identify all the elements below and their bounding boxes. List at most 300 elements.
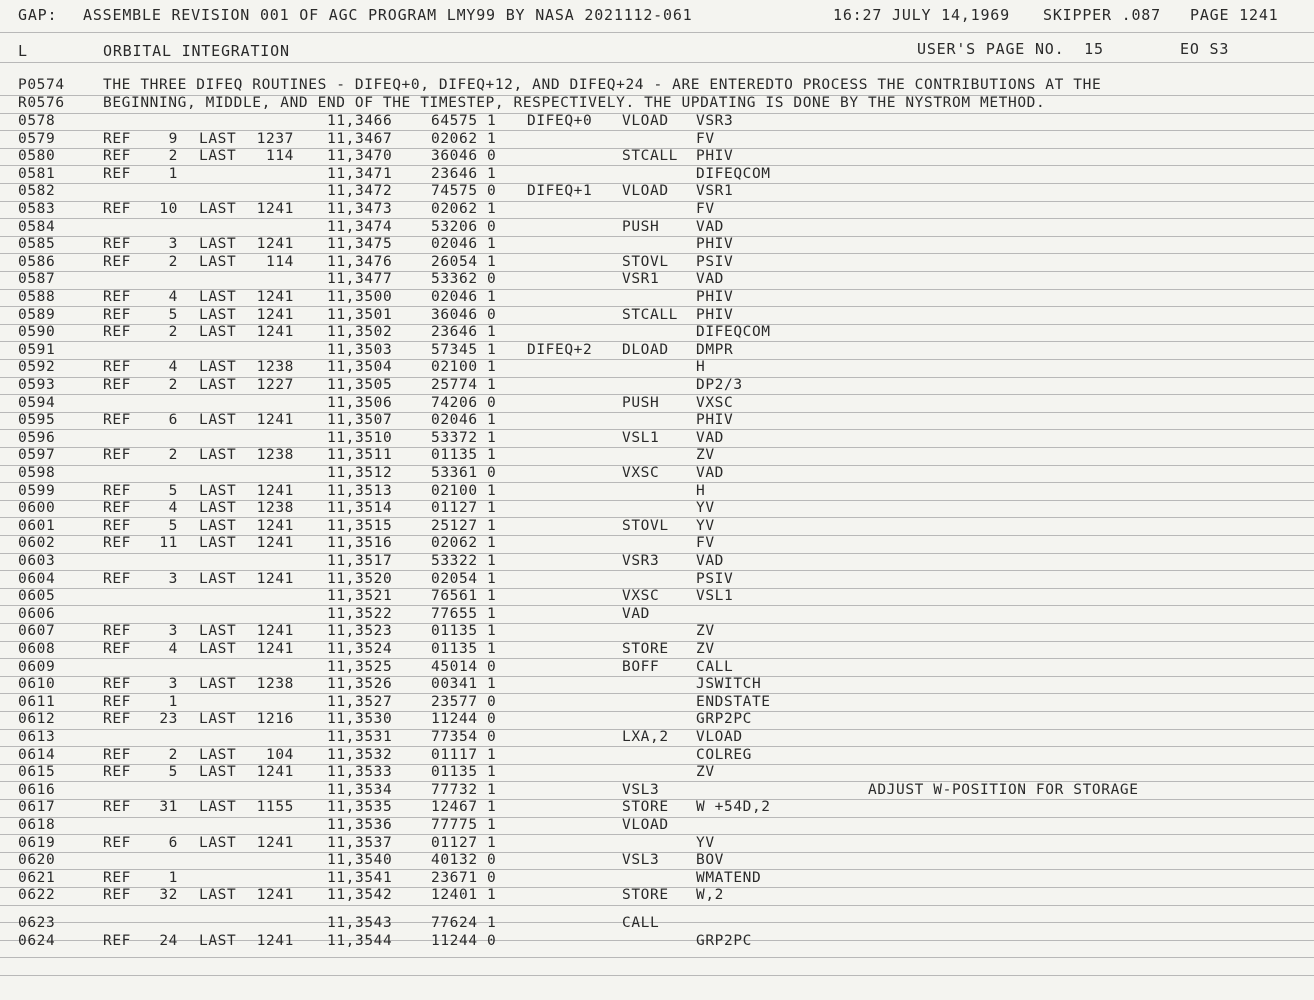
line-number: 0591: [18, 342, 56, 358]
opcode: VSL1: [622, 430, 660, 446]
operand: ZV: [696, 623, 715, 639]
line-number: 0581: [18, 166, 56, 182]
address: 11,3527: [327, 694, 393, 710]
octal-word: 02046 1: [431, 236, 497, 252]
last-page: 1241: [256, 307, 294, 323]
line-number: 0610: [18, 676, 56, 692]
ref-label: REF: [103, 412, 131, 428]
octal-word: 76561 1: [431, 588, 497, 604]
octal-word: 53361 0: [431, 465, 497, 481]
opcode: VAD: [622, 606, 650, 622]
ref-count: 2: [168, 447, 178, 463]
line-number: 0586: [18, 254, 56, 270]
ref-label: REF: [103, 535, 131, 551]
operand: PSIV: [696, 254, 734, 270]
address: 11,3525: [327, 659, 393, 675]
ref-label: REF: [103, 166, 131, 182]
ref-count: 6: [168, 412, 178, 428]
opcode: PUSH: [622, 219, 660, 235]
ref-label: REF: [103, 483, 131, 499]
ref-label: REF: [103, 623, 131, 639]
last-page: 1241: [256, 933, 294, 949]
address: 11,3505: [327, 377, 393, 393]
operand: VAD: [696, 219, 724, 235]
address: 11,3510: [327, 430, 393, 446]
octal-word: 23671 0: [431, 870, 497, 886]
last-page: 114: [266, 148, 294, 164]
operand: ENDSTATE: [696, 694, 771, 710]
line-number: 0621: [18, 870, 56, 886]
operand: GRP2PC: [696, 711, 752, 727]
last-label: LAST: [199, 641, 237, 657]
last-page: 1155: [256, 799, 294, 815]
ref-label: REF: [103, 518, 131, 534]
line-number: 0606: [18, 606, 56, 622]
octal-word: 36046 0: [431, 148, 497, 164]
last-page: 1241: [256, 571, 294, 587]
address: 11,3474: [327, 219, 393, 235]
address: 11,3477: [327, 271, 393, 287]
ruled-line: [0, 834, 1314, 835]
ref-count: 23: [159, 711, 178, 727]
address: 11,3516: [327, 535, 393, 551]
page-number: PAGE 1241: [1190, 6, 1279, 24]
operand: VLOAD: [696, 729, 743, 745]
line-number: 0596: [18, 430, 56, 446]
last-page: 1241: [256, 887, 294, 903]
address: 11,3504: [327, 359, 393, 375]
line-number: 0619: [18, 835, 56, 851]
opcode: BOFF: [622, 659, 660, 675]
ref-label: REF: [103, 870, 131, 886]
ruled-line: [0, 289, 1314, 290]
ruled-line: [0, 905, 1314, 906]
ref-label: REF: [103, 131, 131, 147]
last-page: 1238: [256, 500, 294, 516]
ref-count: 10: [159, 201, 178, 217]
opcode: CALL: [622, 915, 660, 931]
address: 11,3536: [327, 817, 393, 833]
opcode: STCALL: [622, 148, 678, 164]
octal-word: 53322 1: [431, 553, 497, 569]
ruled-line: [0, 535, 1314, 536]
last-page: 1241: [256, 518, 294, 534]
address: 11,3544: [327, 933, 393, 949]
remark: ADJUST W-POSITION FOR STORAGE: [868, 782, 1139, 798]
operand: DMPR: [696, 342, 734, 358]
ref-count: 5: [168, 764, 178, 780]
ruled-line: [0, 377, 1314, 378]
ref-label: REF: [103, 324, 131, 340]
line-number: 0594: [18, 395, 56, 411]
address: 11,3532: [327, 747, 393, 763]
operand: H: [696, 359, 706, 375]
octal-word: 02062 1: [431, 201, 497, 217]
ref-count: 4: [168, 500, 178, 516]
octal-word: 53372 1: [431, 430, 497, 446]
opcode: STOVL: [622, 254, 669, 270]
octal-word: 77624 1: [431, 915, 497, 931]
address: 11,3475: [327, 236, 393, 252]
address: 11,3470: [327, 148, 393, 164]
operand: VXSC: [696, 395, 734, 411]
ref-count: 5: [168, 307, 178, 323]
ref-count: 11: [159, 535, 178, 551]
ref-count: 6: [168, 835, 178, 851]
last-label: LAST: [199, 623, 237, 639]
octal-word: 12467 1: [431, 799, 497, 815]
opcode: VXSC: [622, 588, 660, 604]
operand: PHIV: [696, 289, 734, 305]
opcode: STOVL: [622, 518, 669, 534]
operand: H: [696, 483, 706, 499]
operand: BOV: [696, 852, 724, 868]
line-number: 0617: [18, 799, 56, 815]
operand: FV: [696, 535, 715, 551]
operand: FV: [696, 201, 715, 217]
address: 11,3511: [327, 447, 393, 463]
user-page-number: USER'S PAGE NO. 15: [917, 40, 1104, 58]
ruled-line: [0, 482, 1314, 483]
ruled-line: [0, 412, 1314, 413]
line-number: 0602: [18, 535, 56, 551]
ref-count: 5: [168, 518, 178, 534]
line-number: 0585: [18, 236, 56, 252]
line-number: 0618: [18, 817, 56, 833]
address: 11,3503: [327, 342, 393, 358]
ruled-line: [0, 711, 1314, 712]
address: 11,3523: [327, 623, 393, 639]
line-number: 0601: [18, 518, 56, 534]
octal-word: 11244 0: [431, 711, 497, 727]
ref-label: REF: [103, 254, 131, 270]
address: 11,3472: [327, 183, 393, 199]
ref-label: REF: [103, 359, 131, 375]
operand: JSWITCH: [696, 676, 762, 692]
octal-word: 74206 0: [431, 395, 497, 411]
address: 11,3502: [327, 324, 393, 340]
opcode: DLOAD: [622, 342, 669, 358]
operand: VAD: [696, 271, 724, 287]
ref-count: 2: [168, 254, 178, 270]
operand: DIFEQCOM: [696, 324, 771, 340]
ref-count: 3: [168, 571, 178, 587]
operand: ZV: [696, 447, 715, 463]
ref-count: 2: [168, 377, 178, 393]
octal-word: 36046 0: [431, 307, 497, 323]
ruled-line: [0, 359, 1314, 360]
line-number: 0589: [18, 307, 56, 323]
last-label: LAST: [199, 307, 237, 323]
ref-label: REF: [103, 641, 131, 657]
comment-line-number: R0576: [18, 95, 65, 111]
ref-count: 2: [168, 747, 178, 763]
assembly-title: ASSEMBLE REVISION 001 OF AGC PROGRAM LMY99 BY NASA 2021112-061: [83, 6, 693, 24]
ref-count: 2: [168, 148, 178, 164]
ruled-line: [0, 130, 1314, 131]
last-page: 1241: [256, 623, 294, 639]
address: 11,3530: [327, 711, 393, 727]
line-number: 0614: [18, 747, 56, 763]
operand: ZV: [696, 764, 715, 780]
last-page: 1238: [256, 447, 294, 463]
operand: CALL: [696, 659, 734, 675]
address: 11,3535: [327, 799, 393, 815]
line-number: 0587: [18, 271, 56, 287]
opcode: VSR3: [622, 553, 660, 569]
ruled-line: [0, 623, 1314, 624]
octal-word: 25127 1: [431, 518, 497, 534]
ruled-line: [0, 940, 1314, 941]
opcode: VSL3: [622, 852, 660, 868]
ref-label: REF: [103, 835, 131, 851]
last-label: LAST: [199, 236, 237, 252]
line-number: 0600: [18, 500, 56, 516]
operand: ZV: [696, 641, 715, 657]
address: 11,3506: [327, 395, 393, 411]
last-label: LAST: [199, 254, 237, 270]
address: 11,3473: [327, 201, 393, 217]
octal-word: 77775 1: [431, 817, 497, 833]
octal-word: 45014 0: [431, 659, 497, 675]
ref-count: 24: [159, 933, 178, 949]
address: 11,3534: [327, 782, 393, 798]
last-label: LAST: [199, 412, 237, 428]
line-number: 0603: [18, 553, 56, 569]
last-label: LAST: [199, 377, 237, 393]
last-page: 1241: [256, 201, 294, 217]
address: 11,3513: [327, 483, 393, 499]
octal-word: 01127 1: [431, 500, 497, 516]
line-number: 0616: [18, 782, 56, 798]
octal-word: 01135 1: [431, 447, 497, 463]
operand: YV: [696, 500, 715, 516]
address: 11,3476: [327, 254, 393, 270]
symbol-label: DIFEQ+2: [527, 342, 593, 358]
octal-word: 77655 1: [431, 606, 497, 622]
octal-word: 53362 0: [431, 271, 497, 287]
last-label: LAST: [199, 711, 237, 727]
ref-count: 32: [159, 887, 178, 903]
ruled-line: [0, 447, 1314, 448]
line-number: 0624: [18, 933, 56, 949]
last-label: LAST: [199, 518, 237, 534]
ruled-line: [0, 693, 1314, 694]
line-number: 0580: [18, 148, 56, 164]
ref-label: REF: [103, 676, 131, 692]
octal-word: 57345 1: [431, 342, 497, 358]
ref-label: REF: [103, 747, 131, 763]
opcode: VLOAD: [622, 113, 669, 129]
operand: PHIV: [696, 236, 734, 252]
gap-label: GAP:: [18, 6, 58, 24]
octal-word: 77354 0: [431, 729, 497, 745]
line-number: 0613: [18, 729, 56, 745]
octal-word: 01135 1: [431, 764, 497, 780]
ref-count: 1: [168, 166, 178, 182]
ruled-line: [0, 201, 1314, 202]
last-label: LAST: [199, 887, 237, 903]
last-label: LAST: [199, 447, 237, 463]
ruled-line: [0, 236, 1314, 237]
ref-count: 4: [168, 641, 178, 657]
opcode: VLOAD: [622, 183, 669, 199]
ref-label: REF: [103, 307, 131, 323]
ref-label: REF: [103, 500, 131, 516]
address: 11,3500: [327, 289, 393, 305]
line-number: 0604: [18, 571, 56, 587]
address: 11,3541: [327, 870, 393, 886]
octal-word: 02100 1: [431, 359, 497, 375]
ruled-line: [0, 605, 1314, 606]
last-page: 114: [266, 254, 294, 270]
line-number: 0620: [18, 852, 56, 868]
ref-label: REF: [103, 201, 131, 217]
ruled-line: [0, 676, 1314, 677]
octal-word: 00341 1: [431, 676, 497, 692]
comment-text: BEGINNING, MIDDLE, AND END OF THE TIMESTEP, RESPECTIVELY. THE UPDATING IS DONE BY THE NYSTROM METHOD.: [103, 95, 1046, 111]
opcode: STCALL: [622, 307, 678, 323]
operand: VAD: [696, 553, 724, 569]
operand: COLREG: [696, 747, 752, 763]
address: 11,3466: [327, 113, 393, 129]
last-page: 1241: [256, 641, 294, 657]
opcode: LXA,2: [622, 729, 669, 745]
octal-word: 77732 1: [431, 782, 497, 798]
last-label: LAST: [199, 500, 237, 516]
last-page: 1237: [256, 131, 294, 147]
ref-label: REF: [103, 148, 131, 164]
line-number: 0608: [18, 641, 56, 657]
last-label: LAST: [199, 933, 237, 949]
eo-label: EO S3: [1180, 40, 1230, 58]
ref-count: 3: [168, 623, 178, 639]
line-number: 0609: [18, 659, 56, 675]
operand: VSL1: [696, 588, 734, 604]
octal-word: 25774 1: [431, 377, 497, 393]
opcode: STORE: [622, 641, 669, 657]
operand: YV: [696, 518, 715, 534]
last-page: 1241: [256, 324, 294, 340]
ruled-line: [0, 570, 1314, 571]
address: 11,3514: [327, 500, 393, 516]
operand: GRP2PC: [696, 933, 752, 949]
last-label: LAST: [199, 324, 237, 340]
operand: W,2: [696, 887, 724, 903]
last-label: LAST: [199, 676, 237, 692]
address: 11,3524: [327, 641, 393, 657]
octal-word: 64575 1: [431, 113, 497, 129]
operand: PHIV: [696, 307, 734, 323]
line-number: 0597: [18, 447, 56, 463]
line-number: 0583: [18, 201, 56, 217]
ref-label: REF: [103, 377, 131, 393]
ref-count: 2: [168, 324, 178, 340]
last-page: 1241: [256, 535, 294, 551]
section-title: ORBITAL INTEGRATION: [103, 42, 290, 60]
ruled-line: [0, 324, 1314, 325]
line-number: 0607: [18, 623, 56, 639]
octal-word: 40132 0: [431, 852, 497, 868]
operand: WMATEND: [696, 870, 762, 886]
address: 11,3537: [327, 835, 393, 851]
comment-line-number: P0574: [18, 77, 65, 93]
ruled-line: [0, 62, 1314, 63]
ref-count: 1: [168, 694, 178, 710]
octal-word: 01135 1: [431, 641, 497, 657]
operand: PHIV: [696, 412, 734, 428]
address: 11,3467: [327, 131, 393, 147]
octal-word: 01127 1: [431, 835, 497, 851]
ruled-line: [0, 764, 1314, 765]
line-number: 0615: [18, 764, 56, 780]
address: 11,3471: [327, 166, 393, 182]
last-label: LAST: [199, 483, 237, 499]
ruled-line: [0, 975, 1314, 976]
operand: DIFEQCOM: [696, 166, 771, 182]
last-page: 1241: [256, 289, 294, 305]
symbol-label: DIFEQ+1: [527, 183, 593, 199]
listing-type-label: L: [18, 42, 28, 60]
address: 11,3543: [327, 915, 393, 931]
last-page: 1238: [256, 676, 294, 692]
line-number: 0590: [18, 324, 56, 340]
address: 11,3542: [327, 887, 393, 903]
line-number: 0605: [18, 588, 56, 604]
octal-word: 12401 1: [431, 887, 497, 903]
address: 11,3501: [327, 307, 393, 323]
ref-label: REF: [103, 799, 131, 815]
octal-word: 01117 1: [431, 747, 497, 763]
line-number: 0592: [18, 359, 56, 375]
ruled-line: [0, 165, 1314, 166]
address: 11,3512: [327, 465, 393, 481]
ref-count: 3: [168, 236, 178, 252]
ref-label: REF: [103, 571, 131, 587]
ref-label: REF: [103, 764, 131, 780]
comment-text: THE THREE DIFEQ ROUTINES - DIFEQ+0, DIFEQ+12, AND DIFEQ+24 - ARE ENTEREDTO PROCESS THE CONTRIBUTIONS AT THE: [103, 77, 1102, 93]
operand: PSIV: [696, 571, 734, 587]
octal-word: 02046 1: [431, 412, 497, 428]
operand: PHIV: [696, 148, 734, 164]
line-number: 0598: [18, 465, 56, 481]
address: 11,3507: [327, 412, 393, 428]
operand: W +54D,2: [696, 799, 771, 815]
line-number: 0622: [18, 887, 56, 903]
operand: VAD: [696, 465, 724, 481]
assembly-datetime: 16:27 JULY 14,1969: [833, 6, 1010, 24]
octal-word: 02100 1: [431, 483, 497, 499]
last-label: LAST: [199, 799, 237, 815]
octal-word: 26054 1: [431, 254, 497, 270]
ref-label: REF: [103, 289, 131, 305]
operand: VSR3: [696, 113, 734, 129]
ref-label: REF: [103, 447, 131, 463]
line-number: 0578: [18, 113, 56, 129]
skipper-label: SKIPPER .087: [1043, 6, 1161, 24]
line-number: 0611: [18, 694, 56, 710]
opcode: VXSC: [622, 465, 660, 481]
last-label: LAST: [199, 835, 237, 851]
octal-word: 23577 0: [431, 694, 497, 710]
ruled-line: [0, 957, 1314, 958]
line-number: 0588: [18, 289, 56, 305]
operand: YV: [696, 835, 715, 851]
last-page: 1241: [256, 412, 294, 428]
last-page: 1241: [256, 764, 294, 780]
ref-label: REF: [103, 887, 131, 903]
address: 11,3522: [327, 606, 393, 622]
